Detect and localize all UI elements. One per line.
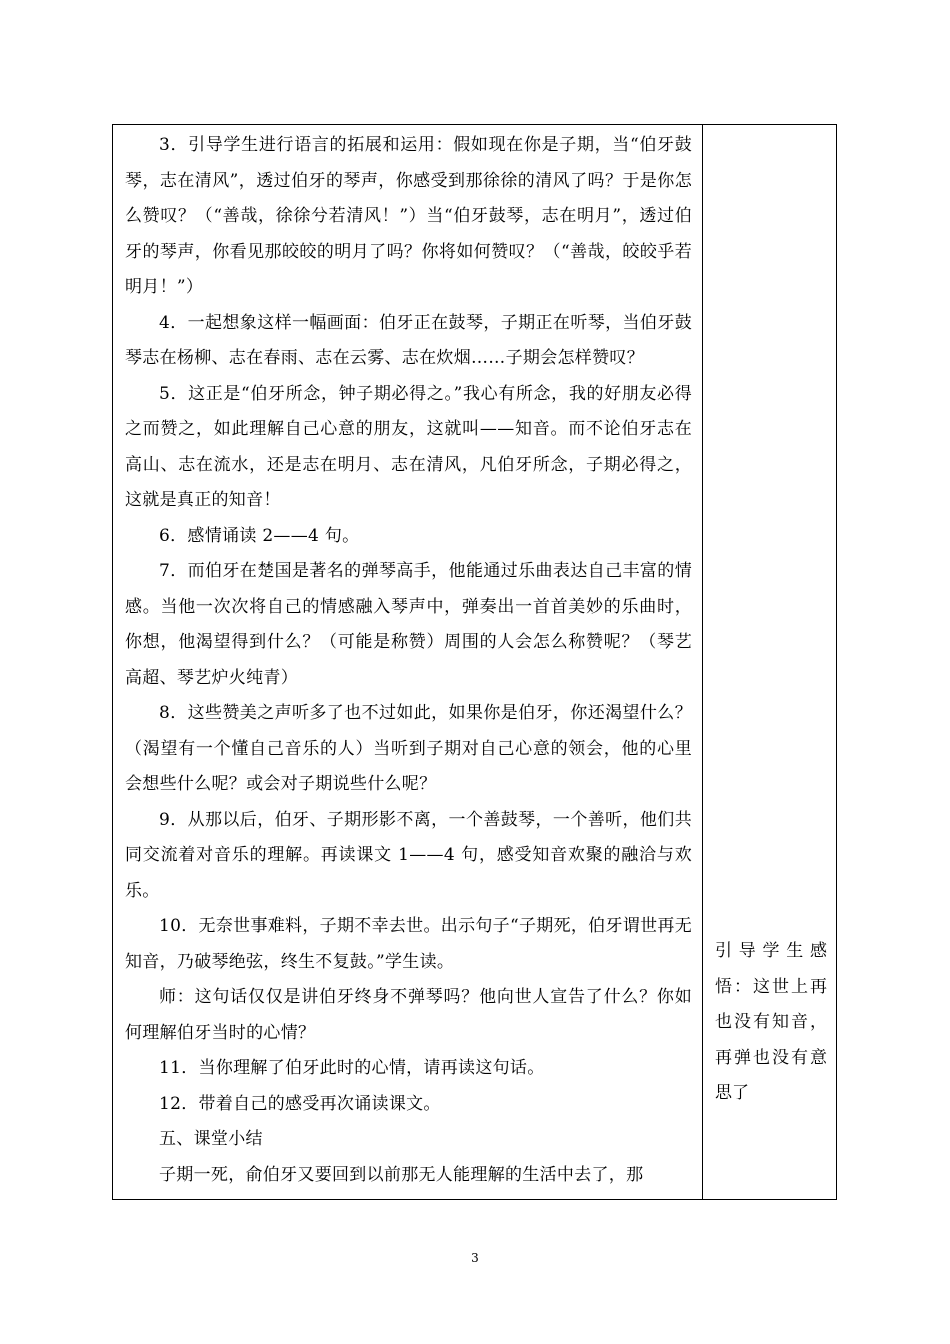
paragraph-8: 8．这些赞美之声听多了也不过如此，如果你是伯牙，你还渴望什么？（渴望有一个懂自己音乐的人）当听到子期对自己心意的领会，他的心里会想些什么呢？或会对子期说些什么呢？ <box>125 703 692 794</box>
paragraph-6: 6．感情诵读 2——4 句。 <box>159 525 360 546</box>
side-note: 引导学生感悟：这世上再也没有知音，再弹也没有意思了 <box>715 941 827 1103</box>
paragraph-7: 7．而伯牙在楚国是著名的弹琴高手，他能通过乐曲表达自己丰富的情感。当他一次次将自己的情感融入琴声中，弹奏出一首首美妙的乐曲时，你想，他渴望得到什么？（可能是称赞）周围的人会怎么称赞呢？（琴艺高超、琴艺炉火纯青） <box>125 561 692 688</box>
main-content-cell <box>113 125 703 1199</box>
paragraph-5: 5．这正是“伯牙所念，钟子期必得之。”我心有所念，我的好朋友必得之而赞之，如此理解自己心意的朋友，这就叫——知音。而不论伯牙志在高山、志在流水，还是志在明月、志在清风，凡伯牙所念，子期必得之，这就是真正的知音！ <box>125 383 692 510</box>
paragraph-9: 9．从那以后，伯牙、子期形影不离，一个善鼓琴，一个善听，他们共同交流着对音乐的理解。再读课文 1——4 句，感受知音欢聚的融洽与欢乐。 <box>125 809 692 901</box>
section-heading-summary: 五、课堂小结 <box>159 1129 263 1149</box>
page-number: 3 <box>471 1251 479 1265</box>
paragraph-3: 3．引导学生进行语言的拓展和运用：假如现在你是子期，当“伯牙鼓琴，志在清风”，透过伯牙的琴声，你感受到那徐徐的清风了吗？于是你怎么赞叹？（“善哉，徐徐兮若清风！”）当“伯牙鼓琴，志在明月”，透过伯牙的琴声，你看见那皎皎的明月了吗？你将如何赞叹？（“善哉，皎皎乎若明月！”） <box>125 135 692 297</box>
paragraph-summary: 子期一死，俞伯牙又要回到以前那无人能理解的生活中去了，那 <box>159 1164 644 1185</box>
paragraph-4: 4．一起想象这样一幅画面：伯牙正在鼓琴，子期正在听琴，当伯牙鼓琴志在杨柳、志在春雨、志在云雾、志在炊烟……子期会怎样赞叹？ <box>125 312 692 368</box>
lesson-table <box>112 124 837 1200</box>
paragraph-12: 12．带着自己的感受再次诵读课文。 <box>159 1093 441 1114</box>
paragraph-teacher: 师：这句话仅仅是讲伯牙终身不弹琴吗？他向世人宣告了什么？你如何理解伯牙当时的心情？ <box>125 987 692 1043</box>
paragraph-10: 10．无奈世事难料，子期不幸去世。出示句子“子期死，伯牙谓世再无知音，乃破琴绝弦，终生不复鼓。”学生读。 <box>125 916 692 972</box>
paragraph-11: 11．当你理解了伯牙此时的心情，请再读这句话。 <box>159 1058 545 1078</box>
side-note-cell <box>703 125 836 1199</box>
